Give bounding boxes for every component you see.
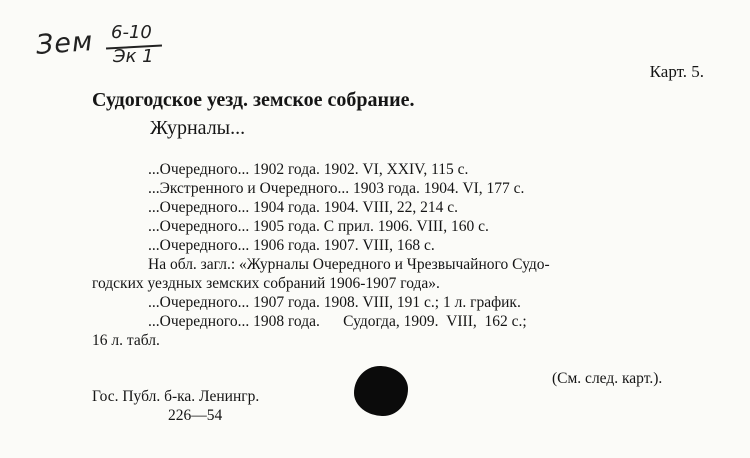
handwritten-shelfmark: Зем <box>34 26 95 61</box>
card-title: Судогодское уезд. земское собрание. <box>92 89 415 111</box>
handwritten-fraction-top: 6-10 <box>111 22 152 43</box>
entry-1904: ...Очередного... 1904 года. 1904. VIII, 22, 214 с. <box>148 199 459 216</box>
entry-1903: ...Экстренного и Очередного... 1903 года. 1904. VI, 177 с. <box>148 180 525 197</box>
entry-1907: ...Очередного... 1907 года. 1908. VIII, 191 с.; 1 л. график. <box>148 294 521 311</box>
card-number: Карт. 5. <box>649 62 704 81</box>
entry-1906: ...Очередного... 1906 года. 1907. VIII, 168 с. <box>148 237 435 254</box>
entry-note-line-2: годских уездных земских собраний 1906-1907 года». <box>92 275 440 292</box>
entry-1908: ...Очередного... 1908 года. Судогда, 1909. VIII, 162 с.; <box>148 313 527 330</box>
entry-1902: ...Очередного... 1902 года. 1902. VI, XXIV, 115 с. <box>148 161 469 178</box>
card-code: 226—54 <box>168 407 223 424</box>
card-subtitle: Журналы... <box>150 117 246 139</box>
library-stamp <box>354 366 408 416</box>
entry-1905: ...Очередного... 1905 года. С прил. 1906. VIII, 160 с. <box>148 218 489 235</box>
handwritten-fraction-bottom: Эк 1 <box>113 46 154 67</box>
entry-note-line-1: На обл. загл.: «Журналы Очередного и Чрезвычайного Судо- <box>148 256 550 273</box>
entry-1908-tables: 16 л. табл. <box>92 332 160 349</box>
continued-note: (См. след. карт.). <box>552 370 663 387</box>
library-name: Гос. Публ. б-ка. Ленингр. <box>92 388 260 405</box>
